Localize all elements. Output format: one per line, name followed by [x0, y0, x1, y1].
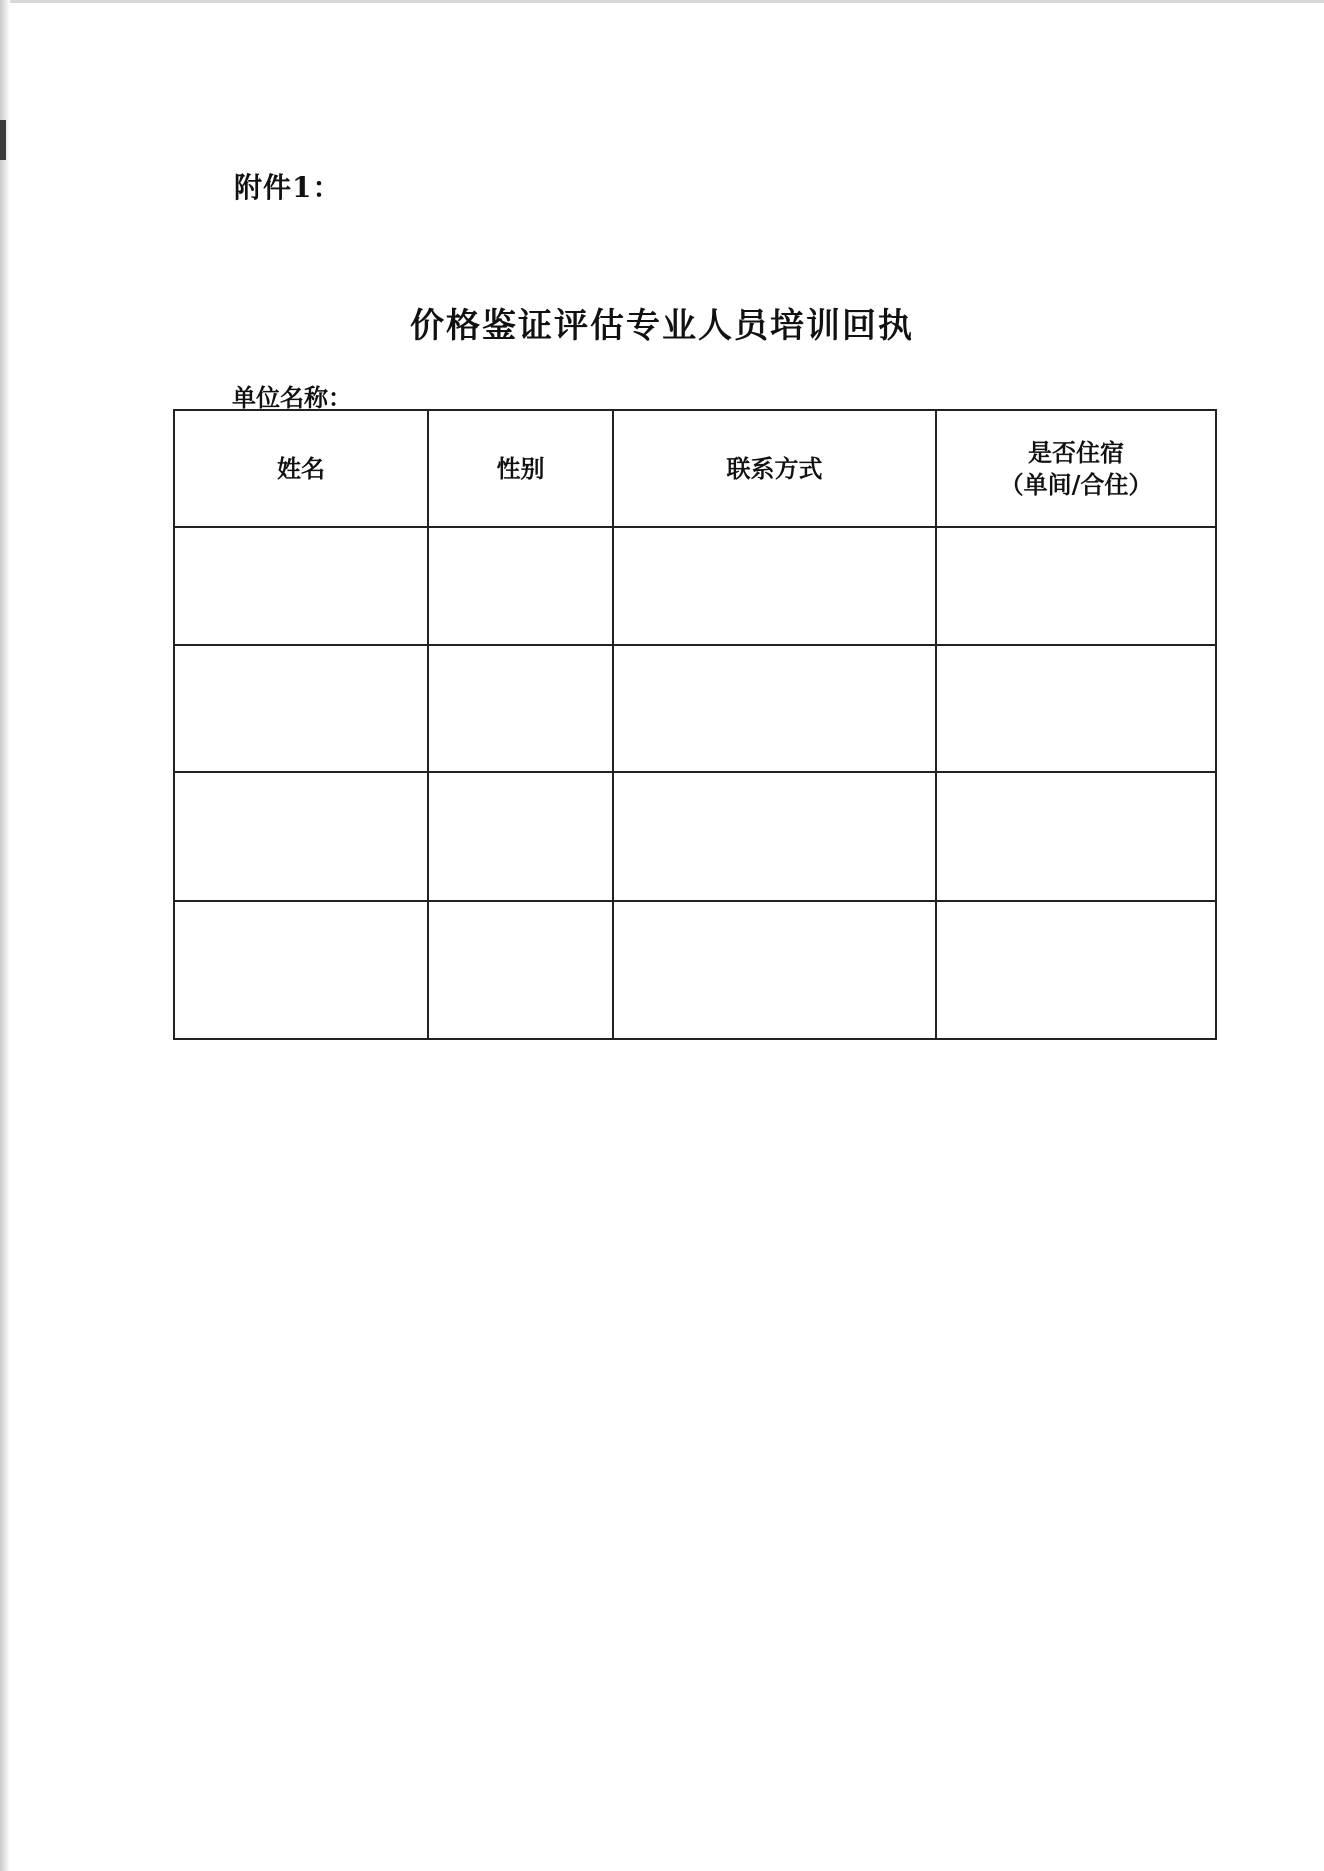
- table-row: [174, 645, 1216, 772]
- column-header-lodging-line1: 是否住宿: [1028, 437, 1124, 467]
- table-header-row: [174, 410, 1216, 527]
- column-header-lodging: [936, 410, 1216, 527]
- receipt-table: [173, 409, 1217, 1040]
- column-header-name: 姓名: [174, 410, 428, 527]
- table-row: [174, 772, 1216, 901]
- contact-cell[interactable]: [613, 527, 936, 645]
- lodging-cell[interactable]: [936, 772, 1216, 901]
- contact-cell[interactable]: [613, 901, 936, 1039]
- lodging-cell[interactable]: [936, 901, 1216, 1039]
- page-title: 价格鉴证评估专业人员培训回执: [410, 306, 914, 346]
- gender-cell[interactable]: [428, 772, 613, 901]
- lodging-cell[interactable]: [936, 527, 1216, 645]
- attachment-label: 附件1：: [234, 171, 342, 204]
- unit-name-label: 单位名称：: [232, 383, 352, 412]
- gender-cell[interactable]: [428, 527, 613, 645]
- name-cell[interactable]: [174, 527, 428, 645]
- table-row: [174, 901, 1216, 1039]
- name-cell[interactable]: [174, 901, 428, 1039]
- column-header-gender: 性别: [428, 410, 613, 527]
- name-cell[interactable]: [174, 772, 428, 901]
- contact-cell[interactable]: [613, 645, 936, 772]
- scan-edge-mark: [0, 120, 6, 160]
- table-row: [174, 527, 1216, 645]
- column-header-lodging-line2: （单间/合住）: [999, 469, 1153, 499]
- column-header-contact: 联系方式: [613, 410, 936, 527]
- contact-cell[interactable]: [613, 772, 936, 901]
- name-cell[interactable]: [174, 645, 428, 772]
- gender-cell[interactable]: [428, 645, 613, 772]
- scan-edge-left: [0, 0, 10, 1871]
- scan-edge-top: [0, 0, 1324, 3]
- lodging-cell[interactable]: [936, 645, 1216, 772]
- gender-cell[interactable]: [428, 901, 613, 1039]
